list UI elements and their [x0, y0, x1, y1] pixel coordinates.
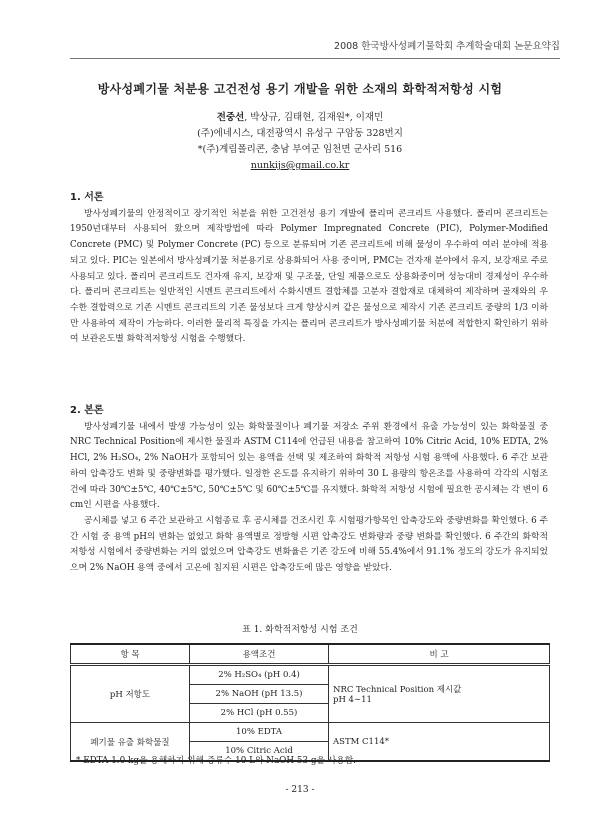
table-cell-remark: [329, 665, 550, 723]
author-block: [0, 110, 600, 174]
paragraph: 방사성폐기물 내에서 발생 가능성이 있는 화학물질이나 폐기물 저장소 주위 환경에서 유출 가능성이 있는 화학물질 중 NRC Technical Position에 제시한 물질과 ASTM C114에 언급된 내용을 참고하여 10% Citric Acid, 10% EDTA, 2% HCl, 2% H₂SO₄, 2% NaOH가 포함되어 있는 용액을 선택 및 제조하여 화학적 저항성 시험 용액에 사용했다. 6 주간 보관하여 압축강도 변화 및 중량변화를 평가했다. 일정한 온도를 유지하기 위하여 30 L 용량의 항온조를 사용하여 각각의 시험조건에 따라 30℃±5℃, 40℃±5℃, 50℃±5℃ 및 60℃±5℃를 유지했다. 화학적 저항성 시험에 필요한 공시체는 각 변이 6 cm인 시편을 사용했다.: [70, 421, 548, 511]
table-header-cell: 비 고: [329, 644, 550, 665]
section-heading: 1. 서론: [70, 192, 104, 203]
table-cell-item: pH 저항도: [71, 665, 190, 723]
table-cell-solution: 2% HCl (pH 0.55): [190, 704, 329, 723]
paper-title: 방사성폐기물 처분용 고건전성 용기 개발을 위한 소재의 화학적저항성 시험: [97, 82, 503, 96]
section-main: [70, 403, 548, 577]
author-names: [0, 110, 600, 126]
page-number: - 213 -: [285, 785, 315, 795]
table-cell-remark: ASTM C114*: [329, 723, 550, 762]
table-cell-item: 폐기물 유출 화학물질: [71, 723, 190, 762]
remark-line: NRC Technical Position 제시값: [333, 685, 462, 695]
paragraph: 공시체를 넣고 6 주간 보관하고 시험종료 후 공시체를 건조시킨 후 시험평가항목인 압축강도와 중량변화를 확인했다. 6 주간 시험 중 용액 pH의 변화는 없었고 화학 용액별로 정방형 시편 압축강도 변화량과 중량 변화를 확인했다. 6 주간의 화학적 저항성 시험에서 중량변화는 거의 없었으며 압축강도 변화율은 기존 강도에 비해 55.4%에서 91.1% 정도의 강도가 유지되었으며 2% NaOH 용액 중에서 고온에 침지된 시편은 압축강도에 많은 영향을 받았다.: [70, 515, 548, 574]
table-header-cell: 용액조건: [190, 644, 329, 665]
table-cell-solution: 2% NaOH (pH 13.5): [190, 685, 329, 704]
table-cell-solution: 10% Citric Acid: [190, 742, 329, 762]
table-header-cell: 항 목: [71, 644, 190, 665]
table-cell-solution: 10% EDTA: [190, 723, 329, 742]
test-conditions-table: [70, 643, 550, 762]
author-email[interactable]: nunkijs@gmail.co.kr: [250, 160, 350, 171]
table-cell-solution: 2% H₂SO₄ (pH 0.4): [190, 665, 329, 685]
header-rule: [70, 58, 560, 59]
remark-line: pH 4∼11: [333, 695, 372, 705]
co-authors: , 박상규, 김태현, 김재원*, 이재민: [244, 112, 384, 123]
lead-author: 전중선: [216, 112, 245, 123]
running-header: 2008 한국방사성폐기물학회 추계학술대회 논문요약집: [334, 41, 560, 52]
table-row: [71, 723, 550, 742]
section-heading: 2. 본론: [70, 405, 104, 416]
table-row: [71, 665, 550, 685]
table-footnote: * EDTA 1.0 kg을 용해하기 위해 증류수 10 L와 NaOH 53 g을 사용함.: [76, 756, 357, 766]
section-introduction: [70, 190, 548, 348]
table-caption: 표 1. 화학적저항성 시험 조건: [242, 625, 358, 635]
affiliation-1: (주)에네시스, 대전광역시 유성구 구암동 328번지: [197, 128, 403, 139]
affiliation-2: *(주)계림폴리콘, 충남 부여군 임천면 군사리 516: [197, 144, 403, 155]
paragraph: 방사성폐기물의 안정적이고 장기적인 처분을 위한 고건전성 용기 개발에 폴리머 콘크리트 사용했다. 폴리머 콘크리트는 1950년대부터 사용되어 왔으며 제작방법에 따라 Polymer Impregnated Concrete (PIC), Polymer-Modified Concrete (PMC) 및 Polymer Concrete (PC) 등으로 분류되며 기존 콘크리트에 비해 물성이 우수하여 여러 분야에 적용되고 있다. PIC는 일본에서 방사성폐기물 처분용기로 상용화되어 사용 중이며, PMC는 건자재 분야에서 유지, 보강재로 주로 사용되고 있다. 폴리머 콘크리트도 건자재 유지, 보강재 및 구조물, 단일 제품으로도 상용화중이며 성능대비 경제성이 우수하다. 폴리머 콘크리트는 일반적인 시멘트 콘크리트에서 수화시멘트 결합체를 고분자 결합재로 대체하여 제작하며 골재와의 우수한 결합력으로 기존 시멘트 콘크리트의 기존 물성보다 크게 향상시켜 같은 물성으로 제작시 기존 콘크리트 중량의 1/3 이하만 사용하여 제작이 가능하다. 이러한 물리적 특징을 가지는 폴리머 콘크리트가 방사성폐기물 처분에 적합한지 확인하기 위하여 보관온도별 화학적저항성 시험을 수행했다.: [70, 208, 548, 345]
